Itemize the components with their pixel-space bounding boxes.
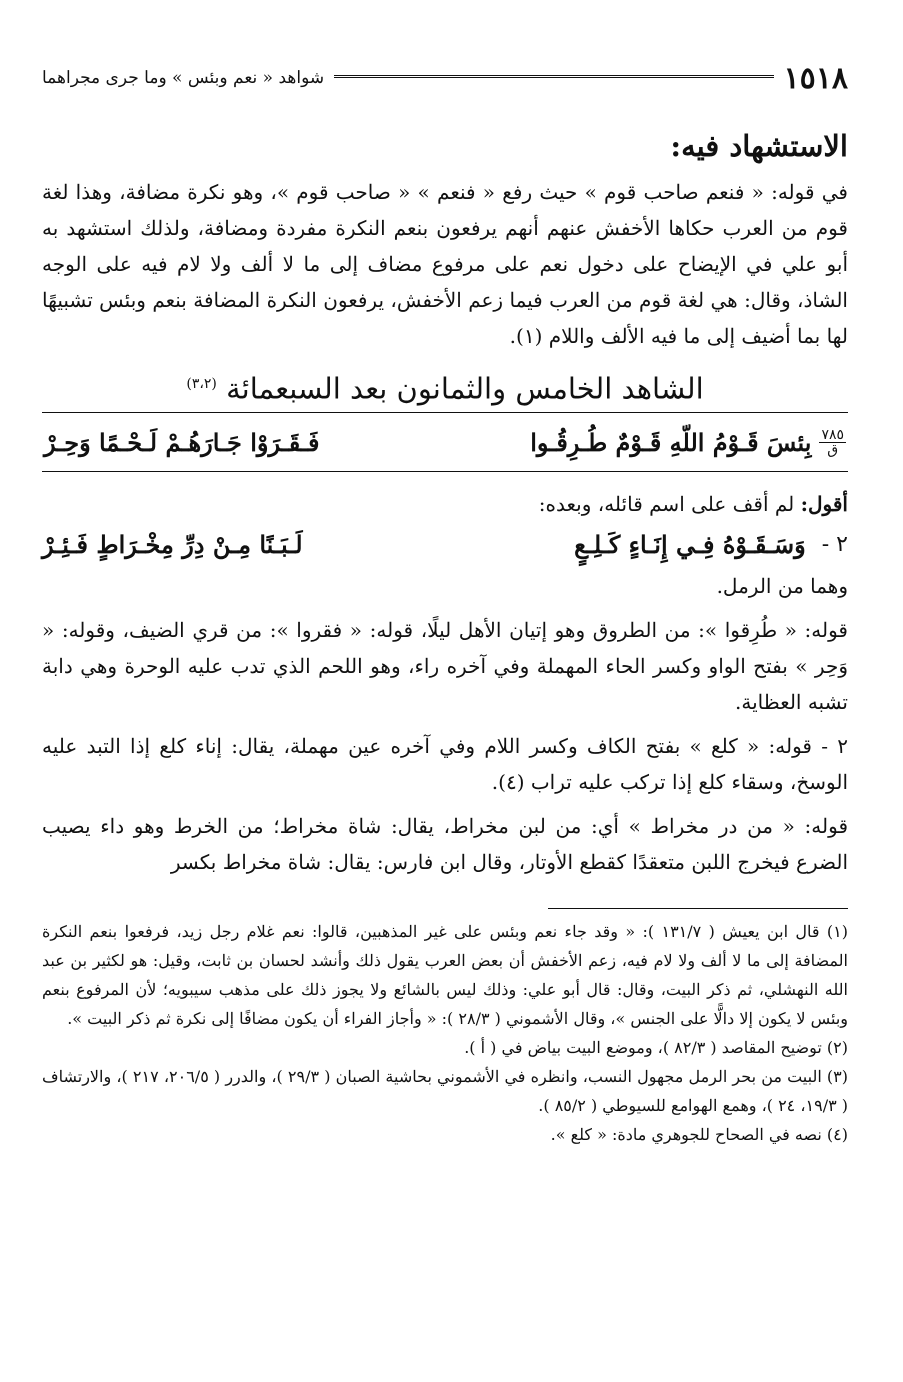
section-title: الاستشهاد فيه:: [670, 129, 848, 163]
page-header: [42, 56, 848, 100]
shahid-title-ref: (٣،٢): [186, 376, 217, 392]
verse-two-first-half: [574, 530, 848, 559]
verse-number-value: ٧٨٥: [821, 426, 844, 443]
running-title: شواهد « نعم وبئس » وما جرى مجراهما: [42, 68, 325, 88]
verse-box: [42, 412, 848, 472]
first-hemistich: بِئسَ قَـوْمُ اللّهِ قَـوْمٌ طُـرِقُـوا: [530, 427, 812, 457]
kalia-paragraph: ٢ - قوله: « كلع » بفتح الكاف وكسر اللام وفي آخره عين مهملة، يقال: إناء كلع إذا التبد عليه الوسخ، وسقاء كلع إذا تركب عليه تراب (٤).: [42, 734, 848, 794]
verse-two-second-hemistich: لَـبَـنًا مِـنْ دِرِّ مِخْـرَاطٍ فَـئِـرْ: [42, 529, 303, 559]
shahid-title: [42, 360, 848, 408]
qawluh-paragraph: قوله: « طُرِقوا »: من الطروق وهو إتيان الأهل ليلًا، قوله: « فقروا »: من قري الضيف، وقوله: « وَحِر » بفتح الواو وكسر الحاء المهملة وفي آخره راء، وهو اللحم الذي تدب عليه الوحرة وهي دابة تشبه العظاية.: [42, 618, 848, 714]
footnote-rule: [548, 908, 848, 909]
header-rule: [334, 75, 773, 81]
verse-number-sub: ق: [827, 441, 839, 458]
meter-line: وهما من الرمل.: [716, 574, 848, 598]
aqul-text: لم أقف على اسم قائله، وبعده:: [538, 492, 795, 516]
page-number: ١٥١٨: [783, 60, 848, 96]
shahid-title-text: الشاهد الخامس والثمانون بعد السبعمائة: [226, 371, 704, 406]
mikhrat-paragraph: قوله: « من در مخراط » أي: من لبن مخراط، يقال: شاة مخراط؛ من الخرط وهو داء يصيب الضرع فيخرج اللبن متعقدًا كقطع الأوتار، وقال ابن فارس: يقال: شاة مخراط بكسر: [42, 814, 848, 874]
footnote-4: (٤) نصه في الصحاح للجوهري مادة: « كلع ».: [550, 1125, 848, 1144]
verse-two-number: ٢ -: [821, 531, 848, 557]
verse-number: [819, 428, 846, 457]
second-hemistich: فَـقَـرَوْا جَـارَهُـمْ لَـحْـمًا وَحِـرْ: [44, 427, 320, 457]
footnotes: [42, 917, 848, 1149]
aqul-label: أقول:: [800, 492, 848, 516]
verse-first-half: [530, 428, 846, 457]
aqul-line: [42, 486, 848, 522]
footnote-1: (١) قال ابن يعيش ( ١٣١/٧ ): « وقد جاء نعم وبئس على غير المذهبين، قالوا: نعم غلام رجل زيد، فرفعوا بنعم النكرة المضافة إلى ما لا ألف ولا لام فيه، زعم الأخفش أن بعض العرب يقول ذلك وأنشد لحسان بن ثابت، وقيل: هو لكثير بن عبد الله النهشلي، ثم ذكر البيت، وقال: قال أبو علي: وذلك ليس بالشائع ولا يجوز ذلك على مذهب سيبويه؛ لأن المرفوع بنعم وبئس لا يكون إلا دالًّا على الجنس »، وقال الأشموني ( ٢٨/٣ ): « وأجاز الفراء أن يكون مضافًا إلى نكرة ثم ذكر البيت ».: [42, 922, 849, 1028]
verse-two: [42, 522, 848, 566]
verse-two-first-hemistich: وَسَـقَـوْهُ فِـي إِنَـاءٍ كَـلِـعٍ: [574, 529, 806, 559]
istishhad-paragraph: في قوله: « فنعم صاحب قوم » حيث رفع « فنعم » « صاحب قوم »، وهو نكرة مضافة، وهذا لغة قوم من العرب حكاها الأخفش عنهم أنهم يرفعون بنعم النكرة مفردة ومضافة، ولذلك استشهد به أبو علي في الإيضاح على دخول نعم على مرفوع مضاف إلى ما لا ألف ولا لام فيه على الوجه الشاذ، وقال: هي لغة قوم من العرب فيما زعم الأخفش، يرفعون النكرة المضافة بنعم وبئس تشبيهًا لها بما أضيف إلى ما فيه الألف واللام (١).: [42, 180, 848, 348]
footnote-2: (٢) توضيح المقاصد ( ٨٢/٣ )، وموضع البيت بياض في ( أ ).: [464, 1038, 848, 1057]
footnote-3: (٣) البيت من بحر الرمل مجهول النسب، وانظره في الأشموني بحاشية الصبان ( ٢٩/٣ )، والدرر ( ٢٠٦/٥، ٢١٧ )، والارتشاف ( ١٩/٣، ٢٤ )، وهمع الهوامع للسيوطي ( ٨٥/٢ ).: [42, 1067, 849, 1115]
page: [42, 56, 848, 1149]
